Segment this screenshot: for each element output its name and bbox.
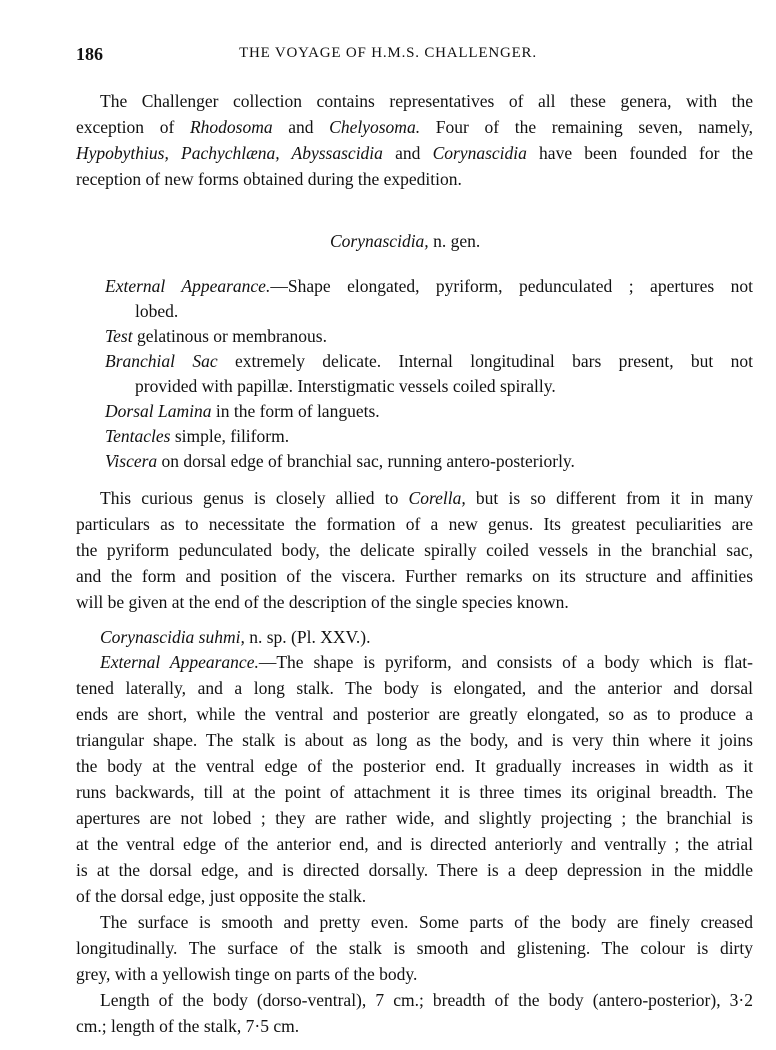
text-line (105, 275, 753, 297)
text-run: and (382, 143, 433, 163)
text-line (76, 142, 753, 164)
text-line (105, 325, 327, 347)
italic-text: Rhodosoma (189, 117, 273, 137)
text-line (76, 781, 753, 803)
text-run: tened laterally, and a long stalk. The body is elongated, and the anterior and dorsal (76, 678, 753, 698)
text-line (100, 626, 370, 648)
text-run: particulars as to necessitate the formation of a new genus. Its greatest peculiarities are (76, 514, 753, 534)
text-run: cm.; length of the stalk, 7·5 cm. (76, 1016, 300, 1036)
text-line (135, 300, 178, 322)
text-run: will be given at the end of the description of the single species known. (76, 592, 569, 612)
text-run: —Shape elongated, pyriform, pedunculated ; apertures not (270, 276, 753, 296)
text-run: and (272, 117, 330, 137)
text-run: —The shape is pyriform, and consists of a body which is flat- (258, 652, 753, 672)
italic-text: Corynascidia (432, 143, 527, 163)
text-line (105, 450, 575, 472)
text-run: apertures are not lobed ; they are rather wide, and slightly projecting ; the branchial is (76, 808, 753, 828)
italic-text: Hypobythius, Pachychlæna, Abyssascidia (76, 143, 383, 163)
text-line (100, 90, 753, 112)
page-number: 186 (76, 44, 103, 64)
italic-text: Corynascidia suhmi, (100, 627, 245, 647)
text-line (76, 885, 366, 907)
text-run: the pyriform pedunculated body, the delicate spirally coiled vessels in the branchial sac, (76, 540, 753, 560)
text-run: gelatinous or membranous. (132, 326, 327, 346)
text-run: is at the dorsal edge, and is directed dorsally. There is a deep depression in the middle (76, 860, 753, 880)
text-run: ends are short, while the ventral and posterior are greatly elongated, so as to produce a (76, 704, 753, 724)
text-run: longitudinally. The surface of the stalk is smooth and glistening. The colour is dirty (76, 938, 753, 958)
text-line (76, 591, 569, 613)
text-line (100, 651, 753, 673)
italic-text: Branchial Sac (105, 351, 218, 371)
text-line (76, 513, 753, 535)
running-title: THE VOYAGE OF H.M.S. CHALLENGER. (239, 45, 537, 61)
text-line (76, 703, 753, 725)
text-run: have been founded for the (526, 143, 753, 163)
text-run: simple, filiform. (170, 426, 290, 446)
text-line (76, 755, 753, 777)
text-run: of the dorsal edge, just opposite the stalk. (76, 886, 367, 906)
text-line (76, 937, 753, 959)
text-run: Four of the remaining seven, namely, (420, 117, 753, 137)
text-run: n. gen. (428, 231, 481, 251)
text-run: triangular shape. The stalk is about as long as the body, and is very thin where it joins (76, 730, 753, 750)
text-line (100, 911, 753, 933)
italic-text: Tentacles (105, 426, 171, 446)
text-line (76, 168, 462, 190)
italic-text: Corynascidia, (330, 231, 429, 251)
text-run: at the ventral edge of the anterior end, and is directed anteriorly and ventrally ; the atrial (76, 834, 753, 854)
text-line (105, 425, 289, 447)
text-line (76, 539, 753, 561)
text-run: This curious genus is closely allied to (100, 488, 409, 508)
text-line (105, 400, 380, 422)
italic-text: External Appearance. (100, 652, 259, 672)
text-run: in the form of languets. (211, 401, 380, 421)
text-line (76, 677, 753, 699)
text-run: The Challenger collection contains representatives of all these genera, with the (100, 91, 753, 111)
text-run: grey, with a yellowish tinge on parts of the body. (76, 964, 418, 984)
text-line (330, 230, 480, 252)
text-run: exception of (76, 117, 190, 137)
text-run: on dorsal edge of branchial sac, running antero-posteriorly. (157, 451, 575, 471)
text-run: Length of the body (dorso-ventral), 7 cm.; breadth of the body (antero-posterior), 3·2 (100, 990, 753, 1010)
text-run: n. sp. (Pl. XXV.). (244, 627, 371, 647)
italic-text: External Appearance. (105, 276, 271, 296)
italic-text: Test (105, 326, 133, 346)
italic-text: Dorsal Lamina (105, 401, 212, 421)
text-line (76, 1015, 299, 1037)
text-run: but is so different from it in many (465, 488, 753, 508)
text-line (100, 989, 753, 1011)
italic-text: Viscera (105, 451, 158, 471)
text-line (76, 729, 753, 751)
text-line (100, 487, 753, 509)
text-line (76, 116, 753, 138)
text-run: and the form and position of the viscera. Further remarks on its structure and affinities (76, 566, 753, 586)
text-run: lobed. (135, 301, 179, 321)
text-line (76, 963, 417, 985)
text-line (105, 350, 753, 372)
text-line (76, 807, 753, 829)
text-line (76, 859, 753, 881)
text-line (76, 565, 753, 587)
italic-text: Chelyosoma. (329, 117, 421, 137)
text-run: the body at the ventral edge of the posterior end. It gradually increases in width as it (76, 756, 753, 776)
text-run: The surface is smooth and pretty even. Some parts of the body are finely creased (100, 912, 753, 932)
text-run: provided with papillæ. Interstigmatic vessels coiled spirally. (135, 376, 556, 396)
italic-text: Corella, (408, 488, 466, 508)
text-run: extremely delicate. Internal longitudinal bars present, but not (217, 351, 753, 371)
text-line (135, 375, 556, 397)
text-line (76, 833, 753, 855)
text-run: reception of new forms obtained during the expedition. (76, 169, 462, 189)
text-run: runs backwards, till at the point of attachment it is three times its original breadth. The (76, 782, 753, 802)
